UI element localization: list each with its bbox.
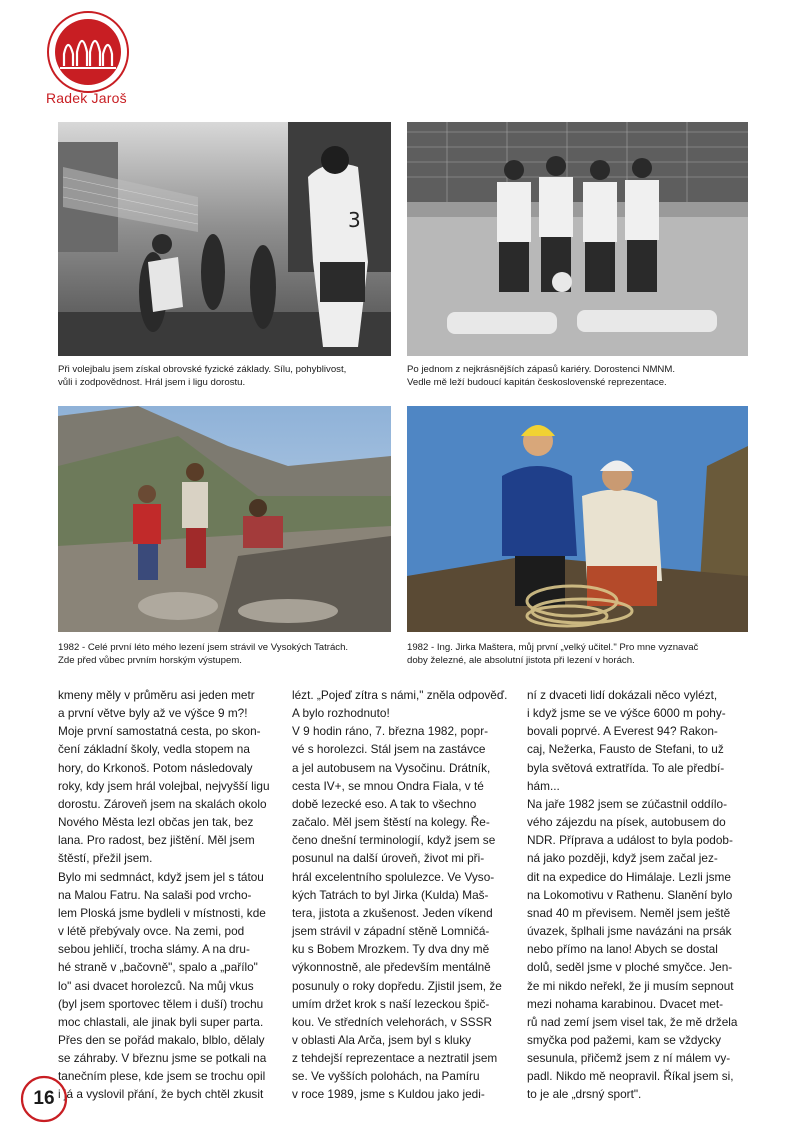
- article-line: Moje první samostatná cesta, po skon-: [58, 724, 261, 739]
- article-line: kou. Ve středních velehorách, v SSSR: [292, 1014, 492, 1029]
- article-line: lo" asi dvacet horolezců. Na můj vkus: [58, 978, 254, 993]
- article-line: a jel autobusem na Vysočinu. Drátník,: [292, 760, 491, 775]
- article-line: posunuly o roky dopředu. Zjistil jsem, že: [292, 978, 502, 993]
- article-line: to je ale „drsný sport".: [527, 1087, 642, 1102]
- caption-line: Po jednom z nejkrásnějších zápasů kariéry. Dorostenci NMNM.: [407, 364, 676, 375]
- article-line: smyčka pod pažemi, kam se vždycky: [527, 1032, 722, 1047]
- article-line: NDR. Příprava a událost to byla podob-: [527, 833, 733, 848]
- article-line: jsem strávil v západní stěně Lomničá-: [292, 924, 490, 939]
- article-line: tanečním plese, kde jsem se trochu opil: [58, 1069, 266, 1084]
- caption-line: 1982 - Celé první léto mého lezení jsem strávil ve Vysokých Tatrách.: [58, 642, 349, 653]
- article-line: ku s Bobem Mrozkem. Ty dva dny mě: [292, 942, 490, 957]
- article-line: i já a vyslovil přání, že bych chtěl zkusit: [58, 1087, 264, 1102]
- page-number: 16: [33, 1088, 55, 1109]
- two-climbers-helmets-photo: [407, 406, 748, 632]
- article-column-1: [58, 686, 278, 1104]
- article-line: umím držet krok s naší lezeckou špič-: [292, 996, 490, 1011]
- article-line: i když jsme se ve výšce 6000 m pohy-: [527, 706, 726, 721]
- article-line: začalo. Měl jsem štěstí na kolegy. Ře-: [292, 815, 490, 830]
- caption-line: 1982 - Ing. Jirka Maštera, můj první „velký učitel." Pro mne vyznavač: [407, 642, 699, 653]
- caption-two-climbers: [407, 641, 748, 667]
- article-line: padl. Nikdo mě neopravil. Říkal jsem si,: [527, 1069, 734, 1084]
- volleyball-game-photo: [58, 122, 391, 356]
- caption-volleyball-team: [407, 363, 748, 389]
- caption-volleyball-game: [58, 363, 391, 389]
- article-line: se záhraby. V březnu jsme se potkali na: [58, 1051, 267, 1066]
- article-line: ná jako později, když jsem začal jez-: [527, 851, 718, 866]
- article-line: výkonnostně, ale především mentálně: [292, 960, 491, 975]
- article-line: A bylo rozhodnuto!: [292, 706, 390, 721]
- volleyball-team-photo: [407, 122, 748, 356]
- article-line: dolů, seděl jsme v ploché smyčce. Jen-: [527, 960, 733, 975]
- article-line: Přes den se pořád makalo, blblo, dělaly: [58, 1032, 265, 1047]
- article-line: bovali poprvé. A Everest 94? Rakon-: [527, 724, 718, 739]
- article-line: moc chlastali, ale jinak byli super parta.: [58, 1014, 264, 1029]
- article-line: vé s horolezci. Stál jsem na zastávce: [292, 742, 486, 757]
- article-line: úvazek, šplhali jsme navázáni na prsák: [527, 924, 732, 939]
- article-line: roky, kdy jsem hrál volejbal, nejvyšší ligu: [58, 778, 270, 793]
- article-line: hrál excelentního spolulezce. Ve Vyso-: [292, 869, 495, 884]
- article-line: ní z dvaceti lidí dokázali něco vylézt,: [527, 688, 718, 702]
- article-line: sebou jehličí, trocha slámy. A na dru-: [58, 942, 250, 957]
- article-line: cesta IV+, se mnou Ondra Fiala, v té: [292, 778, 484, 793]
- article-line: lana. Pro radost, bez jištění. Měl jsem: [58, 833, 255, 848]
- article-line: kých Tatrách to byl Jirka (Kulda) Maš-: [292, 887, 489, 902]
- article-line: že mi nikdo neřekl, že ji musím sepnout: [527, 978, 734, 993]
- article-line: sesunula, přičemž jsem z ní málem vy-: [527, 1051, 731, 1066]
- article-line: Na jaře 1982 jsem se zúčastnil oddílo-: [527, 796, 727, 811]
- article-column-2: [292, 686, 512, 1104]
- article-line: štěstí, přežil jsem.: [58, 851, 153, 866]
- article-line: Bylo mi sedmnáct, když jsem jel s tátou: [58, 869, 264, 884]
- article-line: mezi nohama karabinou. Dvacet met-: [527, 996, 724, 1011]
- article-line: Nového Města lezl občas jen tak, bez: [58, 815, 254, 830]
- article-line: čení základní školy, vedla stopem na: [58, 742, 250, 757]
- high-tatras-climbers-photo: [58, 406, 391, 632]
- article-line: lem Ploská jsme bydleli v místnosti, kde: [58, 905, 266, 920]
- article-line: v roce 1989, jsme s Kuldou jako jedi-: [292, 1087, 485, 1102]
- article-line: a první větve byly až ve výšce 9 m?!: [58, 706, 248, 721]
- article-line: rů nad zemí jsem visel tak, že mě držela: [527, 1014, 738, 1029]
- svg-text:3: 3: [348, 208, 361, 232]
- article-line: době lezecké eso. A tak to všechno: [292, 796, 477, 811]
- article-line: na Malou Fatru. Na salaši pod vrcho-: [58, 887, 252, 902]
- caption-line: Zde před vůbec prvním horským výstupem.: [58, 655, 242, 666]
- article-line: byla světová extratřída. To ale předbí-: [527, 760, 725, 775]
- article-line: hám...: [527, 778, 560, 793]
- caption-line: vůli i zodpovědnost. Hrál jsem i ligu dorostu.: [58, 377, 246, 388]
- caption-line: Při volejbalu jsem získal obrovské fyzické základy. Sílu, pohyblivost,: [58, 364, 347, 375]
- article-line: lézt. „Pojeď zítra s námi," zněla odpověď.: [292, 688, 508, 702]
- article-line: v létě přebývaly ovce. Na zemi, pod: [58, 924, 245, 939]
- caption-high-tatras: [58, 641, 391, 667]
- article-line: dit na expedice do Himálaje. Lezli jsme: [527, 869, 731, 884]
- article-line: nebo přímo na lano! Abych se dostal: [527, 942, 718, 957]
- article-line: na Lokomotivu v Rathenu. Slanění bylo: [527, 887, 733, 902]
- article-line: posunul na další úroveň, život mi při-: [292, 851, 485, 866]
- article-line: kmeny měly v průměru asi jeden metr: [58, 688, 255, 702]
- mountain-peaks-logo-icon: [46, 10, 130, 94]
- article-line: hé straně v „bačovně", spalo a „pařílo": [58, 960, 258, 975]
- article-line: vého zájezdu na písek, autobusem do: [527, 815, 726, 830]
- article-line: z tehdejší reprezentace a neztratil jsem: [292, 1051, 498, 1066]
- article-line: V 9 hodin ráno, 7. března 1982, popr-: [292, 724, 489, 739]
- article-line: caj, Nežerka, Fausto de Stefani, to už: [527, 742, 724, 757]
- article-line: (byl jsem sportovec tělem i duší) trochu: [58, 996, 264, 1011]
- article-line: snad 40 m převisem. Neměl jsem ještě: [527, 905, 731, 920]
- article-line: v oblasti Ala Arča, jsem byl s kluky: [292, 1032, 471, 1047]
- caption-line: doby železné, ale absolutní jistota při lezení v horách.: [407, 655, 635, 666]
- article-line: hory, do Krkonoš. Potom následovaly: [58, 760, 253, 775]
- article-line: se. Ve vyšších polohách, na Pamíru: [292, 1069, 480, 1084]
- article-column-3: [527, 686, 749, 1104]
- brand-name: Radek Jaroš: [46, 90, 127, 106]
- caption-line: Vedle mě leží budoucí kapitán československé reprezentace.: [407, 377, 667, 388]
- article-line: tera, jistota a zkušenost. Jeden víkend: [292, 905, 493, 920]
- article-line: čeno dnešní terminologií, když jsem se: [292, 833, 496, 848]
- article-line: dorostu. Zároveň jsem na skalách okolo: [58, 796, 267, 811]
